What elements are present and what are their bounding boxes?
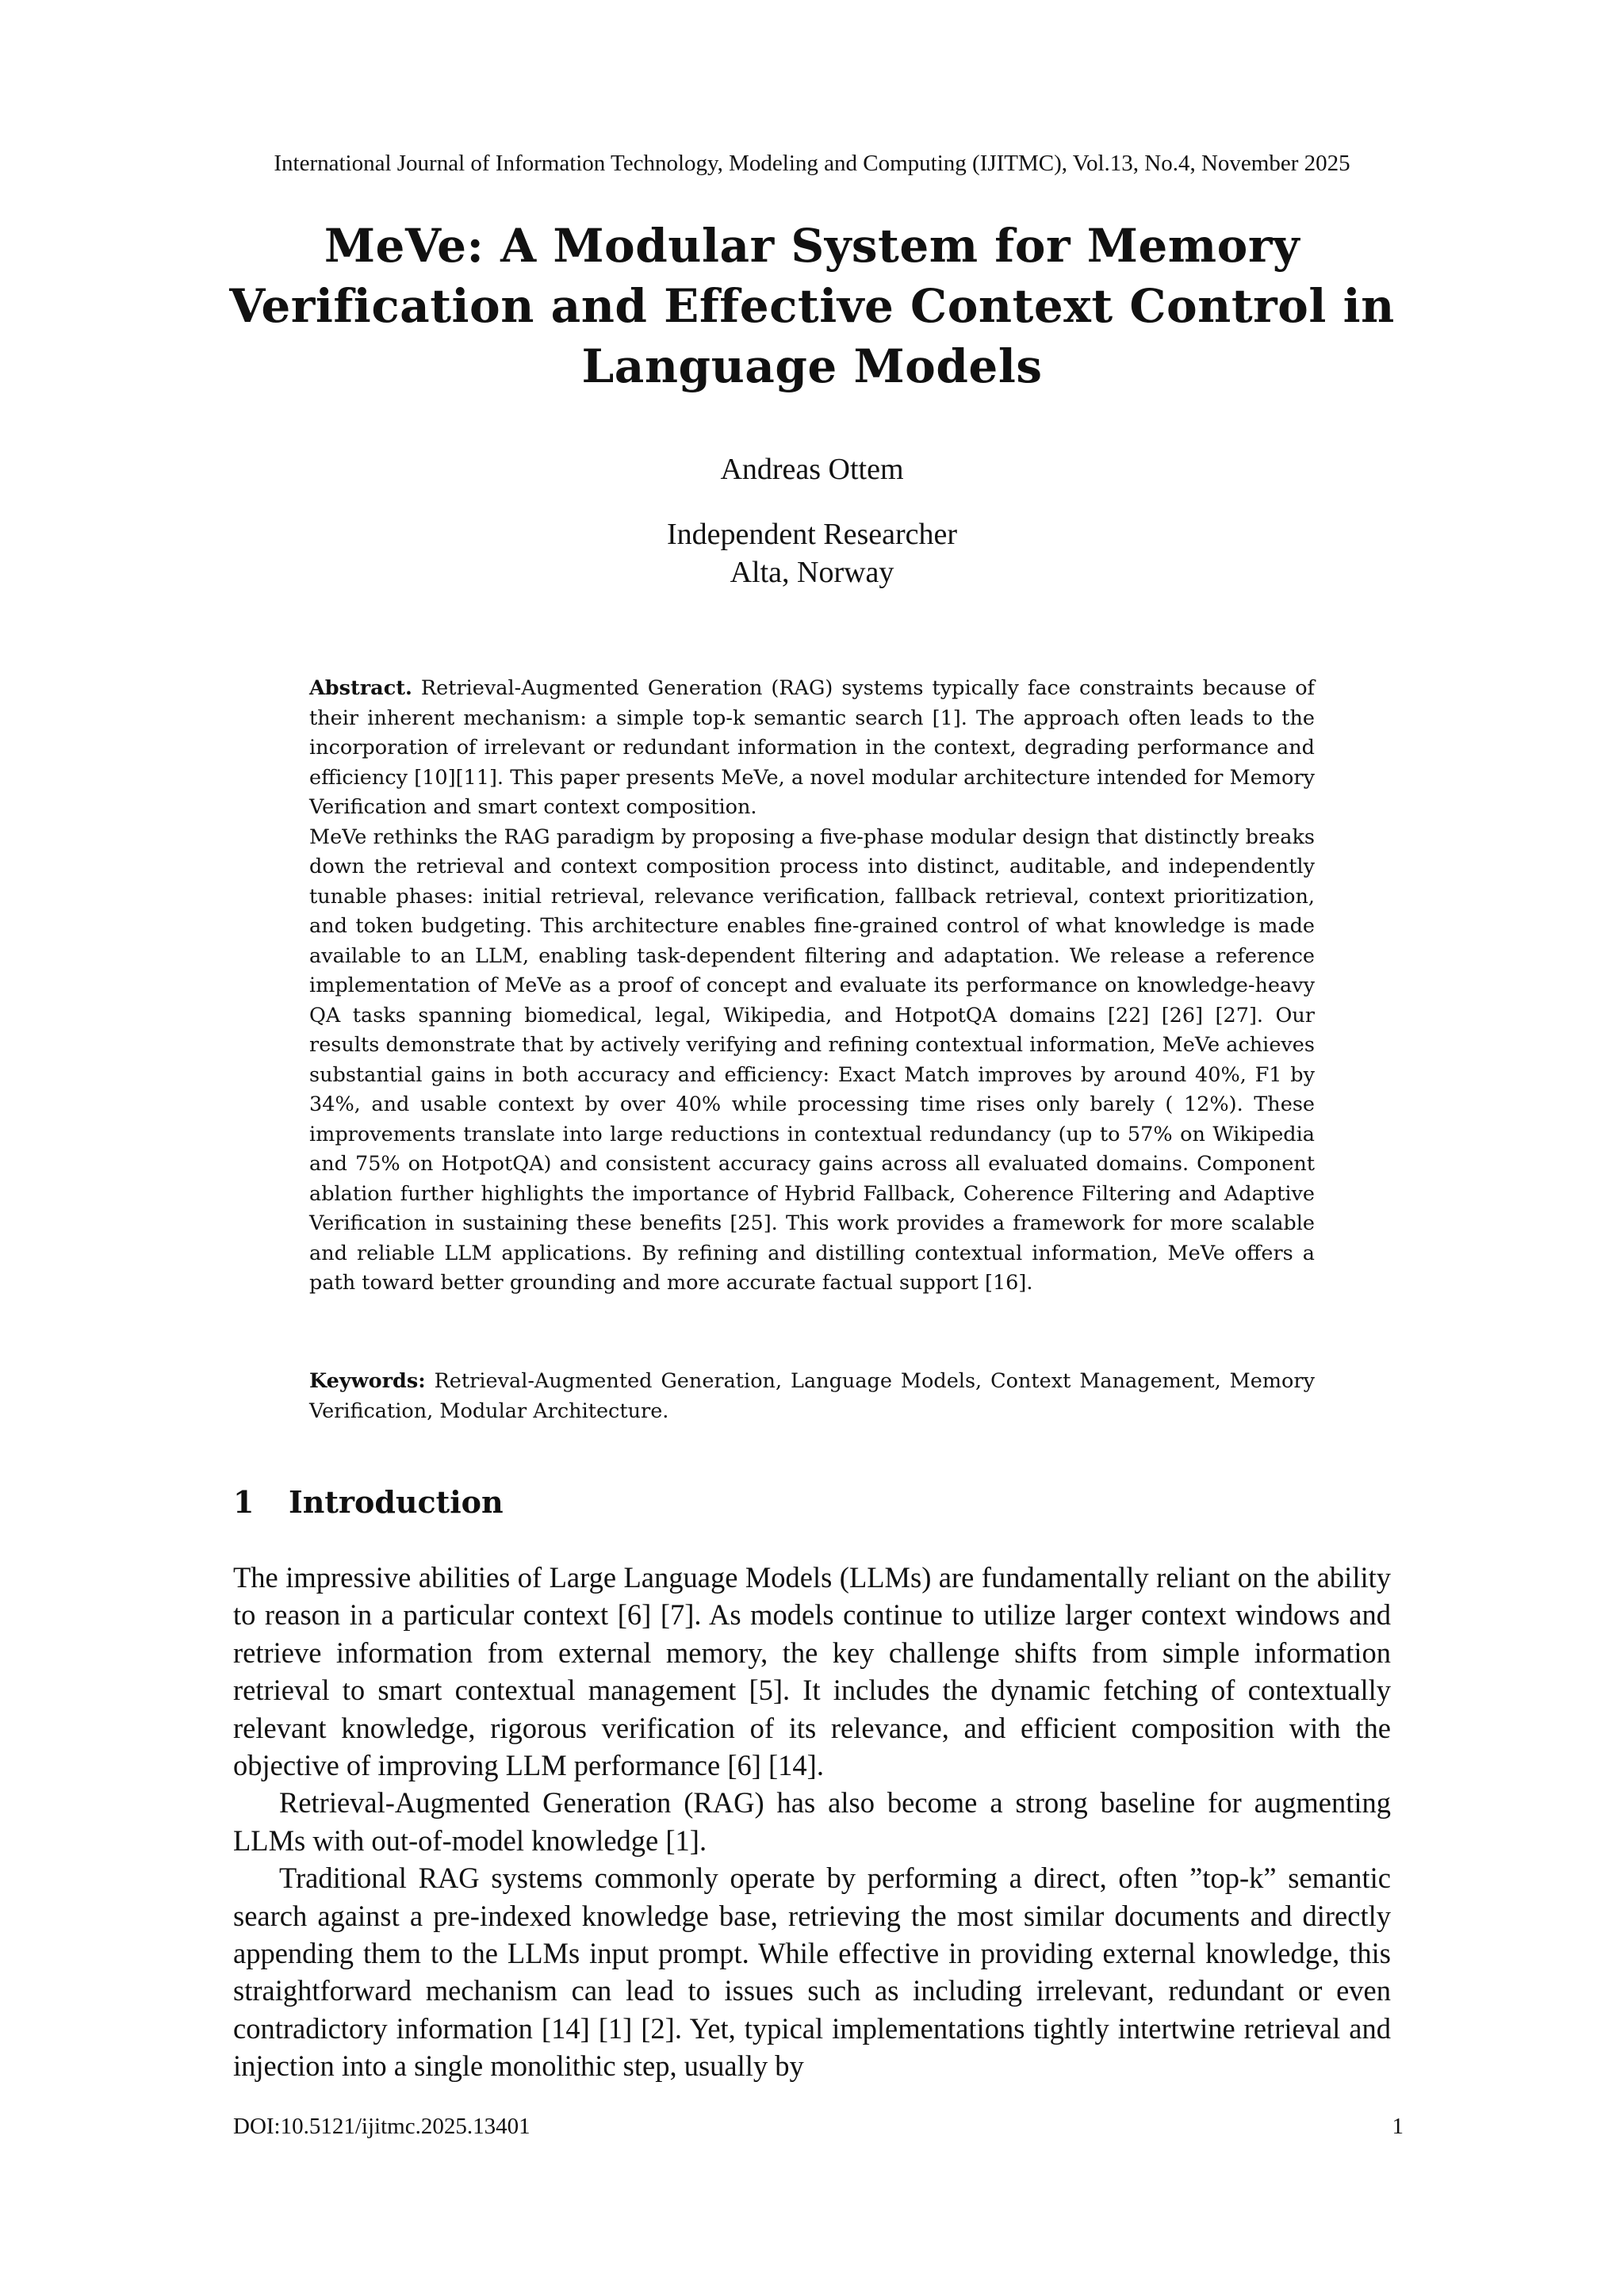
- section-number: 1: [233, 1484, 255, 1520]
- body-paragraph: Retrieval-Augmented Generation (RAG) has also become a strong baseline for augmenting LLMs with out-of-model knowledge [1].: [233, 1786, 1391, 1857]
- title-line: Language Models: [581, 339, 1043, 393]
- page-number: 1: [1392, 2114, 1404, 2139]
- author-block: [0, 450, 1624, 591]
- abstract-paragraph: MeVe rethinks the RAG paradigm by proposing a five-phase modular design that distinctly breaks down the retrieval and context composition process into distinct, auditable, and independently tunable phases: initial retrieval, relevance verification, fallback retrieval, context prioritization, and token budgeting. This architecture enables fine-grained control of what knowledge is made available to an LLM, enabling task-dependent filtering and adaptation. We release a reference implementation of MeVe as a proof of concept and evaluate its performance on knowledge-heavy QA tasks spanning biomedical, legal, Wikipedia, and HotpotQA domains [22] [26] [27]. Our results demonstrate that by actively verifying and refining contextual information, MeVe achieves substantial gains in both accuracy and efficiency: Exact Match improves by around 40%, F1 by 34%, and usable context by over 40% while processing time rises only barely ( 12%). These improvements translate into large reductions in contextual redundancy (up to 57% on Wikipedia and 75% on HotpotQA) and consistent accuracy gains across all evaluated domains. Component ablation further highlights the importance of Hybrid Fallback, Coherence Filtering and Adaptive Verification in sustaining these benefits [25]. This work provides a framework for more scalable and reliable LLM applications. By refining and distilling contextual information, MeVe offers a path toward better grounding and more accurate factual support [16].: [309, 825, 1315, 1295]
- footer-doi: DOI:10.5121/ijitmc.2025.13401: [233, 2114, 530, 2139]
- paper-title: [217, 216, 1407, 396]
- title-line: MeVe: A Modular System for Memory: [324, 219, 1300, 273]
- keywords: [309, 1367, 1315, 1426]
- author-affiliation: Independent Researcher: [666, 518, 958, 551]
- abstract-label: Abstract.: [309, 676, 412, 700]
- keywords-text: Retrieval-Augmented Generation, Language Models, Context Management, Memory Verification, Modular Architecture.: [309, 1369, 1315, 1423]
- title-line: Verification and Effective Context Control in: [229, 279, 1395, 333]
- author-name: Andreas Ottem: [720, 453, 904, 486]
- abstract-paragraph: [309, 674, 1315, 823]
- abstract-text: Retrieval-Augmented Generation (RAG) systems typically face constraints because of their inherent mechanism: a simple top-k semantic search [1]. The approach often leads to the incorporation of irrelevant or redundant information in the context, degrading performance and efficiency [10][11]. This paper presents MeVe, a novel modular architecture intended for Memory Verification and smart context composition.: [309, 676, 1315, 819]
- section-heading: [233, 1483, 504, 1522]
- body-paragraph: The impressive abilities of Large Language Models (LLMs) are fundamentally reliant on the ability to reason in a particular context [6] [7]. As models continue to utilize larger context windows and retrieve information from external memory, the key challenge shifts from simple information retrieval to smart contextual management [5]. It includes the dynamic fetching of contextually relevant knowledge, rigorous verification of its relevance, and efficient composition with the objective of improving LLM performance [6] [14].: [233, 1561, 1391, 1782]
- author-location: Alta, Norway: [730, 556, 894, 589]
- body-paragraph: Traditional RAG systems commonly operate by performing a direct, often ”top-k” semantic search against a pre-indexed knowledge base, retrieving the most similar documents and directly appending them to the LLMs input prompt. While effective in providing external knowledge, this straightforward mechanism can lead to issues such as including irrelevant, redundant or even contradictory information [14] [1] [2]. Yet, typical implementations tightly intertwine retrieval and injection into a single monolithic step, usually by: [233, 1862, 1391, 2083]
- abstract: [309, 674, 1315, 1299]
- keywords-label: Keywords:: [309, 1369, 426, 1393]
- section-title: Introduction: [289, 1484, 504, 1520]
- running-header: International Journal of Information Technology, Modeling and Computing (IJITMC), Vol.13, No.4, November 2025: [274, 151, 1350, 176]
- section-body: [233, 1559, 1391, 2085]
